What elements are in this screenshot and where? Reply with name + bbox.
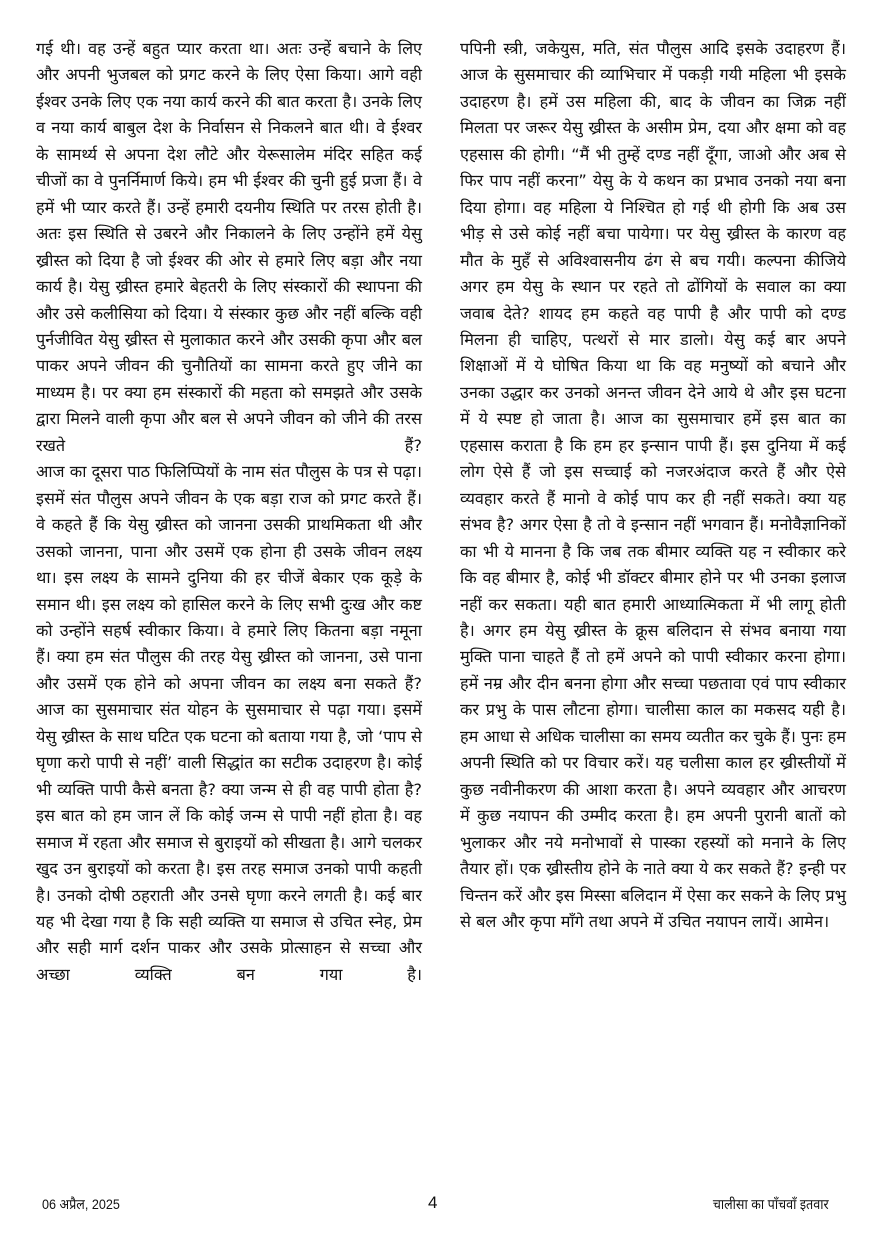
paragraph-gospel-continued: पपिनी स्त्री, जकेयुस, मति, संत पौलुस आदि इसके उदाहरण हैं। आज के सुसमाचार की व्याभिचार में पकड़ी गयी महिला भी इसके उदाहरण है। हमें उस महिला की, बाद के जीवन का जिक्र नहीं मिलता पर जरूर येसु ख्रीस्त के असीम प्रेम, दया और क्षमा को वह एहसास की होगी। “मैं भी तुम्हें दण्ड नहीं दूँगा, जाओ और अब से फिर पाप नहीं करना” येसु के ये कथन का प्रभाव उनको नया बना दिया होगा। वह महिला ये निश्चित हो गई थी होगी कि अब उस भीड़ से उसे कोई नहीं बचा पायेगा। पर येसु ख्रीस्त के कारण वह मौत के मुहँ से अविश्वासनीय ढंग से बच गयी। कल्पना कीजिये अगर हम येसु के स्थान पर रहते तो ढोंगियों के सवाल का क्या जवाब देते? शायद हम कहते वह पापी है और पापी को दण्ड मिलना ही चाहिए, पत्थरों से मार डालो। येसु कई बार अपने शिक्षाओं में ये घोषित किया था कि वह मनुष्यों को बचाने और उनका उद्धार कर उनको अनन्त जीवन देने आये थे और इस घटना में ये स्पष्ट हो जाता है। आज का सुसमाचार हमें इस बात का एहसास कराता है कि हम हर इन्सान पापी हैं। इस दुनिया में कई लोग ऐसे हैं जो इस सच्चाई को नजरअंदाज करते हैं और ऐसे व्यवहार करते हैं मानो वे कोई पाप कर ही नहीं सकते। क्या यह संभव है? अगर ऐसा है तो वे इन्सान नहीं भगवान हैं। मनोवैज्ञानिकों का भी ये मानना है कि जब तक बीमार व्यक्ति यह न स्वीकार करे कि वह बीमार है, कोई भी डॉक्टर बीमार होने पर भी उनका इलाज नहीं कर सकता। यही बात हमारी आध्यात्मिकता में भी लागू होती है। अगर हम येसु ख्रीस्त के क्रूस बलिदान से संभव बनाया गया मुक्ति पाना चाहते हैं तो हमें अपने को पापी स्वीकार करना होगा। हमें नम्र और दीन बनना होगा और सच्चा पछतावा एवं पाप स्वीकार कर प्रभु के पास लौटना होगा। चालीसा काल का मकसद यही है। हम आधा से अधिक चालीसा का समय व्यतीत कर चुके हैं। पुनः हम अपनी स्थिति को पर विचार करें। यह चलीसा काल हर ख्रीस्तीयों में कुछ नवीनीकरण की आशा करता है। अपने व्यवहार और आचरण में कुछ नयापन की उम्मीद करता है। हम अपनी पुरानी बातों को भुलाकर और नये मनोभावों से पास्का रहस्यों को मनाने के लिए तैयार हों। एक ख्रीस्तीय होने के नाते क्या ये कर सकते हैं? इन्ही पर चिन्तन करें और इस मिस्सा बलिदान में ऐसा कर सकने के लिए प्रभु से बल और कृपा माँगे तथा अपने में उचित नयापन लायें। आमेन। bbox=[460, 39, 846, 931]
paragraph-first-reading-reflection: गई थी। वह उन्हें बहुत प्यार करता था। अतः उन्हें बचाने के लिए और अपनी भुजबल को प्रगट करने के लिए ऐसा किया। आगे वही ईश्वर उनके लिए एक नया कार्य करने की बात करता है। उनके लिए व नया कार्य बाबुल देश के निर्वासन से निकलने बात थी। वे ईश्वर के सामर्थ्य से अपना देश लौटे और येरूसालेम मंदिर सहित कई चीजों का वे पुनर्निमार्ण किये। हम भी ईश्वर की चुनी हुई प्रजा हैं। वे हमें भी प्यार करते हैं। उन्हें हमारी दयनीय स्थिति पर तरस होती है। अतः इस स्थिति से उबरने और निकालने के लिए उन्होंने हमें येसु ख्रीस्त को दिया है जो ईश्वर की ओर से हमारे लिए बड़ा और नया कार्य है। येसु ख्रीस्त हमारे बेहतरी के लिए संस्कारों की स्थापना की और उसे कलीसिया को दिया। ये संस्कार कुछ और नहीं बल्कि वही पुर्नजीवित येसु ख्रीस्त से मुलाकात करने और उसकी कृपा और बल पाकर अपने जीवन की चुनौतियों का सामना करते हुए जीने का माध्यम है। पर क्या हम संस्कारों की महता को समझते और उसके द्वारा मिलने वाली कृपा और बल से अपने जीवन को जीने की तरस रखते हैं? bbox=[36, 39, 422, 455]
right-column bbox=[460, 36, 846, 1166]
paragraph-gospel: आज का सुसमाचार संत योहन के सुसमाचार से पढ़ा गया। इसमें येसु ख्रीस्त के साथ घटित एक घटना को बताया गया है, जो ‘पाप से घृणा करो पापी से नहीं’ वाली सिद्धांत का सटीक उदाहरण है। कोई भी व्यक्ति पापी कैसे बनता है? क्या जन्म से ही वह पापी होता है? इस बात को हम जान लें कि कोई जन्म से पापी नहीं होता है। वह समाज में रहता और समाज से बुराइयों को सीखता है। आगे चलकर खुद उन बुराइयों को करता है। इस तरह समाज उनको पापी कहती है। उनको दोषी ठहराती और उनसे घृणा करने लगती है। कई बार यह भी देखा गया है कि सही व्यक्ति या समाज से उचित स्नेह, प्रेम और सही मार्ग दर्शन पाकर और उसके प्रोत्साहन से सच्चा और अच्छा व्यक्ति बन गया है। bbox=[36, 700, 422, 984]
page-number: 4 bbox=[428, 1193, 438, 1212]
footer-running-title: चालीसा का पाँचवाँ इतवार bbox=[713, 1196, 829, 1212]
paragraph-second-reading: आज का दूसरा पाठ फिलिप्पियों के नाम संत पौलुस के पत्र से पढ़ा। इसमें संत पौलुस अपने जीवन के एक बड़ा राज को प्रगट करते हैं। वे कहते हैं कि येसु ख्रीस्त को जानना उसकी प्राथमिकता थी और उसको जानना, पाना और उसमें एक होना ही उसके जीवन लक्ष्य था। इस लक्ष्य के सामने दुनिया की हर चीजें बेकार एक कूड़े के समान थी। इस लक्ष्य को हासिल करने के लिए सभी दुःख और कष्ट को उन्होंने सहर्ष स्वीकार किया। वे हमारे लिए कितना बड़ा नमूना हैं। क्या हम संत पौलुस की तरह येसु ख्रीस्त को जानना, उसे पाना और उसमें एक होने को अपना जीवन का लक्ष्य बना सकते हैं? bbox=[36, 462, 422, 693]
page-footer bbox=[36, 1193, 829, 1217]
footer-date: 06 अप्रैल, 2025 bbox=[42, 1196, 120, 1212]
page-body bbox=[36, 36, 846, 1166]
left-column bbox=[36, 36, 422, 1166]
